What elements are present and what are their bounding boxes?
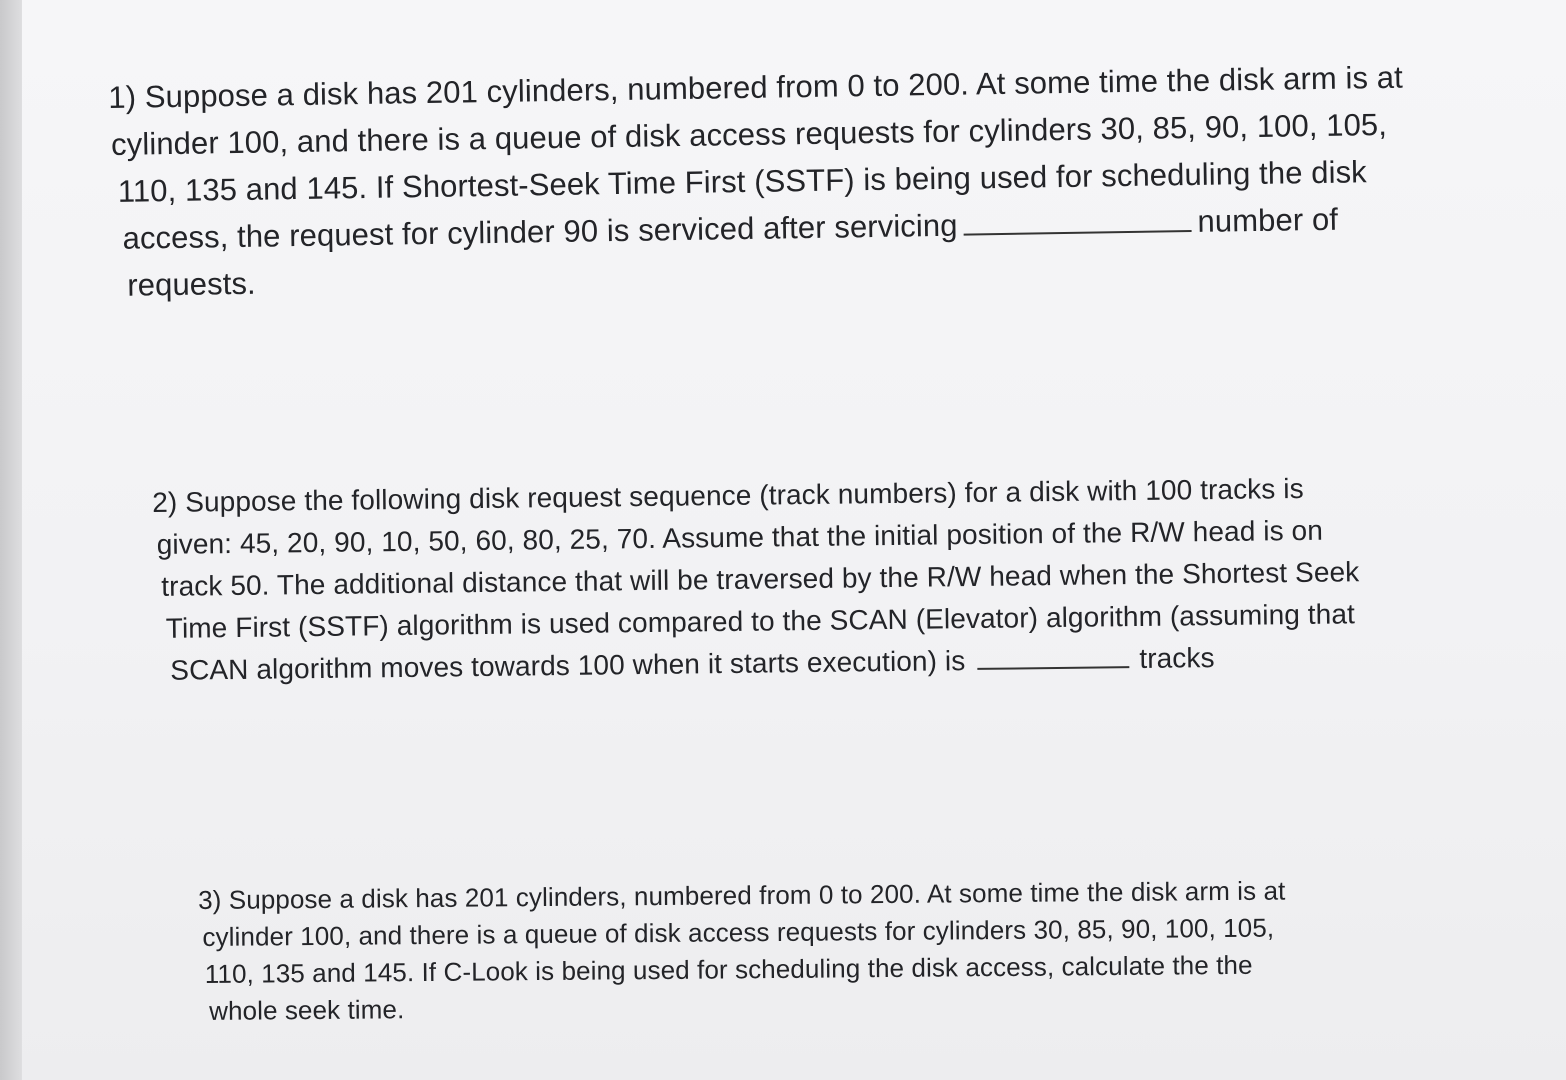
question-2-blank-lead-text: SCAN algorithm moves towards 100 when it starts execution) is: [170, 645, 966, 686]
question-1: [108, 54, 1406, 309]
question-2-line-4: Time First (SSTF) algorithm is used compared to the SCAN (Elevator) algorithm (assuming that: [165, 598, 1356, 644]
question-2: [152, 467, 1361, 692]
question-1-line-2: cylinder 100, and there is a queue of disk access requests for cylinders 30, 85, 90, 100, 105,: [110, 106, 1388, 162]
question-3-line-2: cylinder 100, and there is a queue of disk access requests for cylinders 30, 85, 90, 100, 105,: [202, 912, 1275, 952]
question-1-answer-blank: [964, 229, 1192, 236]
question-1-line-3: 110, 135 and 145. If Shortest-Seek Time First (SSTF) is being used for scheduling the disk: [117, 154, 1368, 209]
question-1-line-5: requests.: [127, 265, 257, 303]
question-1-line-1: 1) Suppose a disk has 201 cylinders, numbered from 0 to 200. At some time the disk arm is at: [108, 59, 1404, 115]
question-2-answer-blank: [977, 665, 1129, 670]
question-2-blank-trail-text: tracks: [1139, 642, 1215, 674]
question-2-line-3: track 50. The additional distance that will be traversed by the R/W head when the Shortest Seek: [161, 556, 1360, 602]
question-2-line-2: given: 45, 20, 90, 10, 50, 60, 80, 25, 70. Assume that the initial position of the R/W head is on: [156, 514, 1324, 560]
question-3-line-1: 3) Suppose a disk has 201 cylinders, numbered from 0 to 200. At some time the disk arm is at: [198, 875, 1286, 915]
question-1-blank-lead-text: access, the request for cylinder 90 is serviced after servicing: [122, 207, 958, 256]
page-edge-shadow: [0, 0, 22, 1080]
question-1-blank-trail-text: number of: [1197, 201, 1339, 239]
question-3: [198, 873, 1287, 1030]
question-3-line-4: whole seek time.: [208, 994, 405, 1026]
question-2-line-1: 2) Suppose the following disk request sequence (track numbers) for a disk with 100 tracks is: [152, 472, 1304, 518]
question-3-line-3: 110, 135 and 145. If C-Look is being used for scheduling the disk access, calculate the the: [204, 949, 1253, 989]
